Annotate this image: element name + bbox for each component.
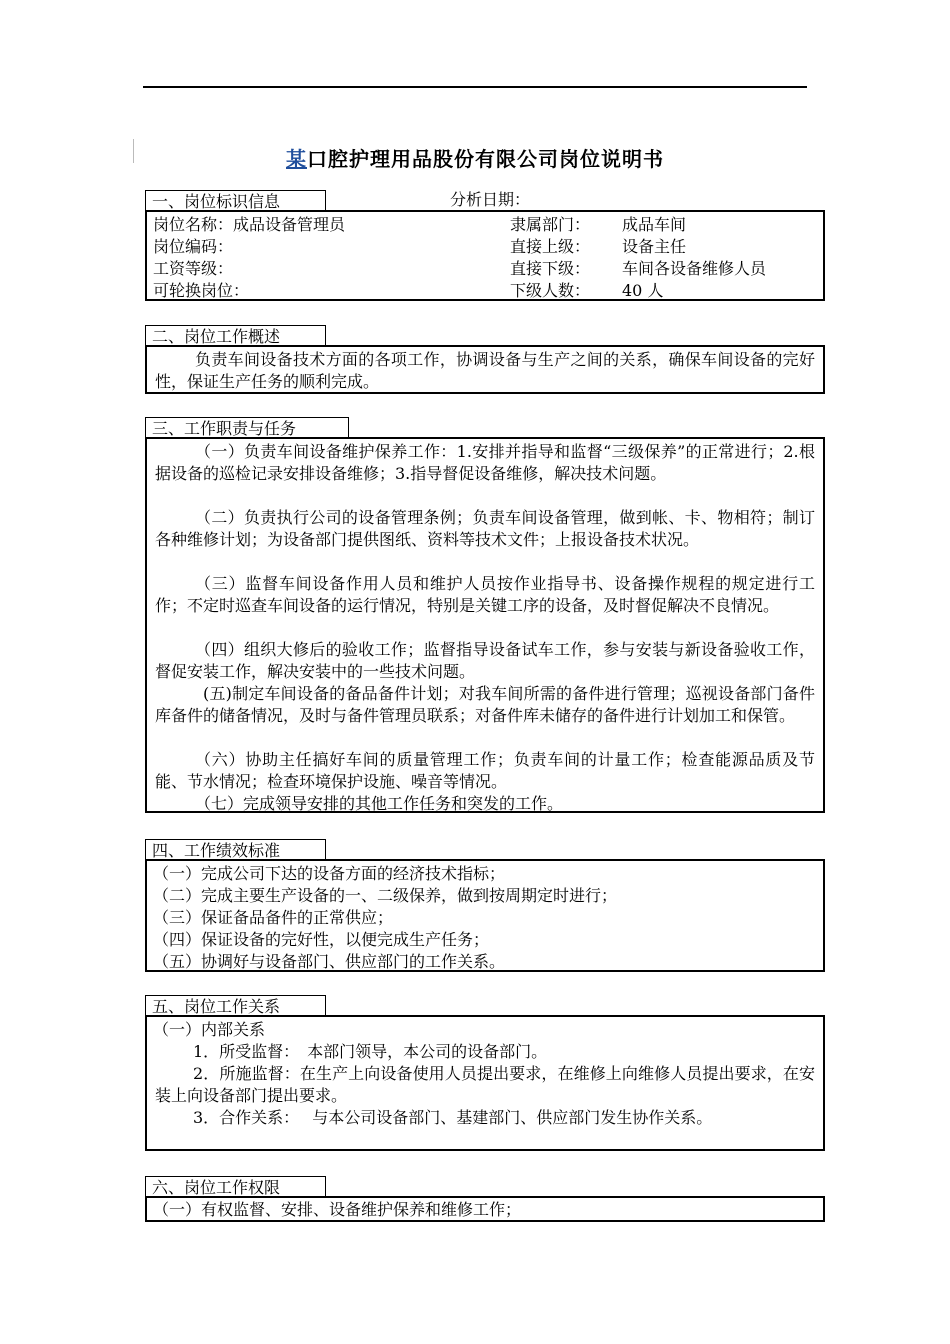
- superior-value: 设备主任: [622, 237, 687, 256]
- section-2-box: [145, 345, 825, 394]
- job-code-label: 岗位编码：: [153, 237, 234, 256]
- section-1-box: [145, 210, 825, 301]
- subordinate-value: 车间各设备维修人员: [622, 259, 767, 278]
- title-rest: 口腔护理用品股份有限公司岗位说明书: [307, 147, 664, 171]
- job-name-label: 岗位名称：: [153, 215, 234, 234]
- duty-item: （三）监督车间设备作用人员和维护人员按作业指导书、设备操作规程的规定进行工作；不定时巡查车间设备的运行情况，特别是关键工序的设备，及时督促解决不良情况。: [155, 574, 815, 615]
- header-rule: [143, 86, 807, 88]
- relation-item-cooperation: 3．合作关系： 与本公司设备部门、基建部门、供应部门发生协作关系。: [193, 1108, 713, 1127]
- authority-item: （一）有权监督、安排、设备维护保养和维修工作；: [153, 1200, 522, 1219]
- relation-item-supervised: 1．所受监督： 本部门领导，本公司的设备部门。: [193, 1042, 548, 1061]
- section-6-box: [145, 1196, 825, 1222]
- section-2-tab: 二、岗位工作概述: [145, 325, 326, 346]
- department-value: 成品车间: [622, 215, 687, 234]
- relation-item-supervising: 2．所施监督：在生产上向设备使用人员提出要求，在维修上向维修人员提出要求，在安装上向设备部门提出要求。: [155, 1064, 815, 1105]
- section-4-tab: 四、工作绩效标准: [145, 839, 326, 860]
- job-summary-text: 负责车间设备技术方面的各项工作，协调设备与生产之间的关系，确保车间设备的完好性，保证生产任务的顺利完成。: [155, 350, 815, 391]
- salary-grade-label: 工资等级：: [153, 259, 234, 278]
- rotation-label: 可轮换岗位：: [153, 281, 250, 300]
- section-6-tab: 六、岗位工作权限: [145, 1176, 326, 1197]
- page-title: [0, 143, 950, 172]
- duty-item: （四）组织大修后的验收工作；监督指导设备试车工作，参与安装与新设备验收工作，督促安装工作，解决安装中的一些技术问题。: [155, 640, 815, 681]
- duty-item: (五)制定车间设备的备品备件计划；对我车间所需的备件进行管理；巡视设备部门备件库备件的储备情况，及时与备件管理员联系；对备件库未储存的备件进行计划加工和保管。: [155, 684, 815, 725]
- section-5-box: [145, 1015, 825, 1151]
- section-4-box: [145, 859, 825, 972]
- section-1-tab: 一、岗位标识信息: [145, 190, 326, 211]
- standard-item: （四）保证设备的完好性，以便完成生产任务；: [153, 930, 490, 949]
- subordinate-count-label: 下级人数：: [510, 281, 591, 300]
- duty-item: （二）负责执行公司的设备管理条例；负责车间设备管理，做到帐、卡、物相符；制订各种维修计划；为设备部门提供图纸、资料等技术文件；上报设备技术状况。: [155, 508, 815, 549]
- standard-item: （三）保证备品备件的正常供应；: [153, 908, 394, 927]
- job-name-value: 成品设备管理员: [233, 215, 346, 234]
- subordinate-count-value: 40 人: [622, 281, 664, 300]
- duty-item: （一）负责车间设备维护保养工作：1.安排并指导和监督“三级保养”的正常进行；2.根据设备的巡检记录安排设备维修；3.指导督促设备维修，解决技术问题。: [155, 442, 815, 483]
- standard-item: （一）完成公司下达的设备方面的经济技术指标；: [153, 864, 506, 883]
- title-first-char: 某: [286, 147, 307, 171]
- section-3-box: [145, 437, 825, 813]
- duty-item: （七）完成领导安排的其他工作任务和突发的工作。: [195, 794, 564, 813]
- section-3-tab: 三、工作职责与任务: [145, 417, 349, 438]
- superior-label: 直接上级：: [510, 237, 591, 256]
- analysis-date-label: 分析日期：: [450, 190, 531, 209]
- department-label: 隶属部门：: [510, 215, 591, 234]
- subordinate-label: 直接下级：: [510, 259, 591, 278]
- standard-item: （五）协调好与设备部门、供应部门的工作关系。: [153, 952, 506, 971]
- standard-item: （二）完成主要生产设备的一、二级保养，做到按周期定时进行；: [153, 886, 618, 905]
- duty-item: （六）协助主任搞好车间的质量管理工作；负责车间的计量工作；检查能源品质及节能、节水情况；检查环境保护设施、噪音等情况。: [155, 750, 815, 791]
- relation-heading: （一）内部关系: [153, 1020, 266, 1039]
- section-5-tab: 五、岗位工作关系: [145, 995, 326, 1016]
